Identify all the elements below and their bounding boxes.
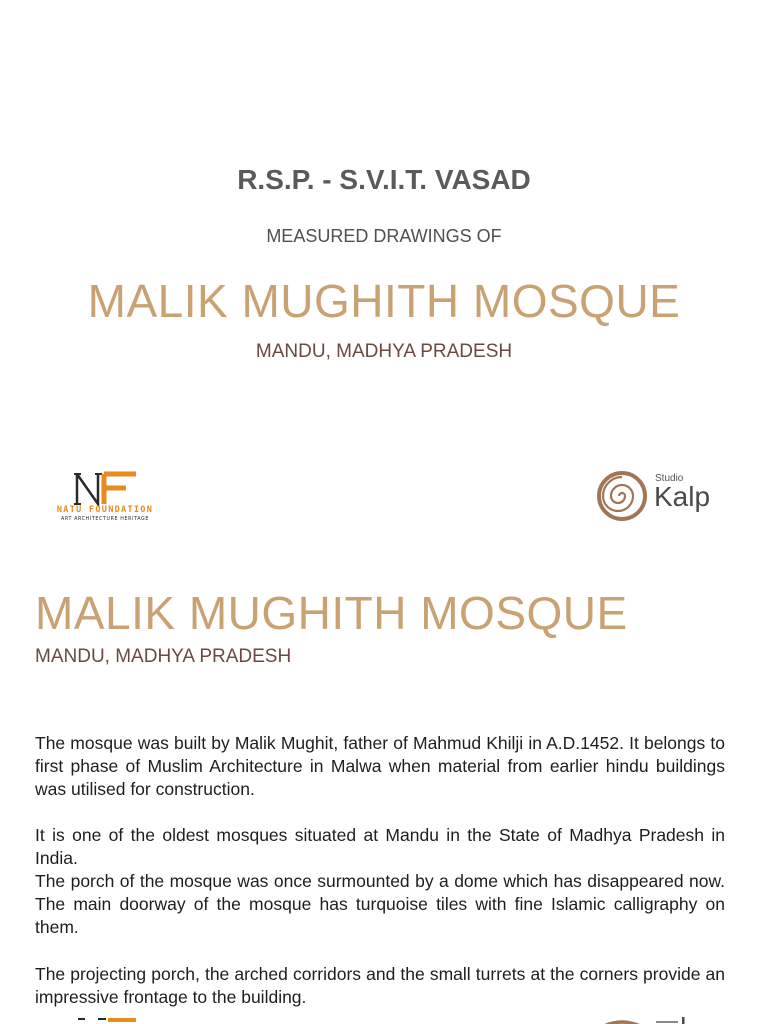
section-location: MANDU, MADHYA PRADESH xyxy=(35,646,292,667)
document-subtitle: MEASURED DRAWINGS OF xyxy=(266,226,502,246)
kalp-logo-small: Studio xyxy=(655,473,684,484)
natu-logo-name: NATU FOUNDATION xyxy=(56,505,154,515)
paragraph-frontage: The projecting porch, the arched corridors and the small turrets at the corners provide an impressive frontage to the building. xyxy=(35,964,725,1007)
natu-foundation-logo xyxy=(44,468,166,524)
paragraph-history: The mosque was built by Malik Mughit, father of Mahmud Khilji in A.D.1452. It belongs to first phase of Muslim Architecture in Malwa when material from earlier hindu buildings was utilised for construction. xyxy=(35,733,725,799)
studio-kalp-logo xyxy=(596,470,716,522)
institute-name: R.S.P. - S.V.I.T. VASAD xyxy=(237,164,531,195)
paragraph-location: It is one of the oldest mosques situated at Mandu in the State of Madhya Pradesh in India. xyxy=(35,825,725,868)
natu-foundation-logo-partial xyxy=(78,1014,138,1024)
paragraph-porch: The porch of the mosque was once surmounted by a dome which has disappeared now. The main doorway of the mosque has turquoise tiles with fine Islamic calligraphy on them. xyxy=(35,871,725,937)
studio-kalp-logo-partial xyxy=(600,1014,700,1024)
kalp-logo-name: Kalp xyxy=(654,481,711,512)
document-location: MANDU, MADHYA PRADESH xyxy=(255,341,513,362)
document-title: MALIK MUGHITH MOSQUE xyxy=(87,275,681,327)
natu-logo-tagline: ART ARCHITECTURE HERITAGE xyxy=(61,517,149,522)
section-title: MALIK MUGHITH MOSQUE xyxy=(35,587,628,639)
